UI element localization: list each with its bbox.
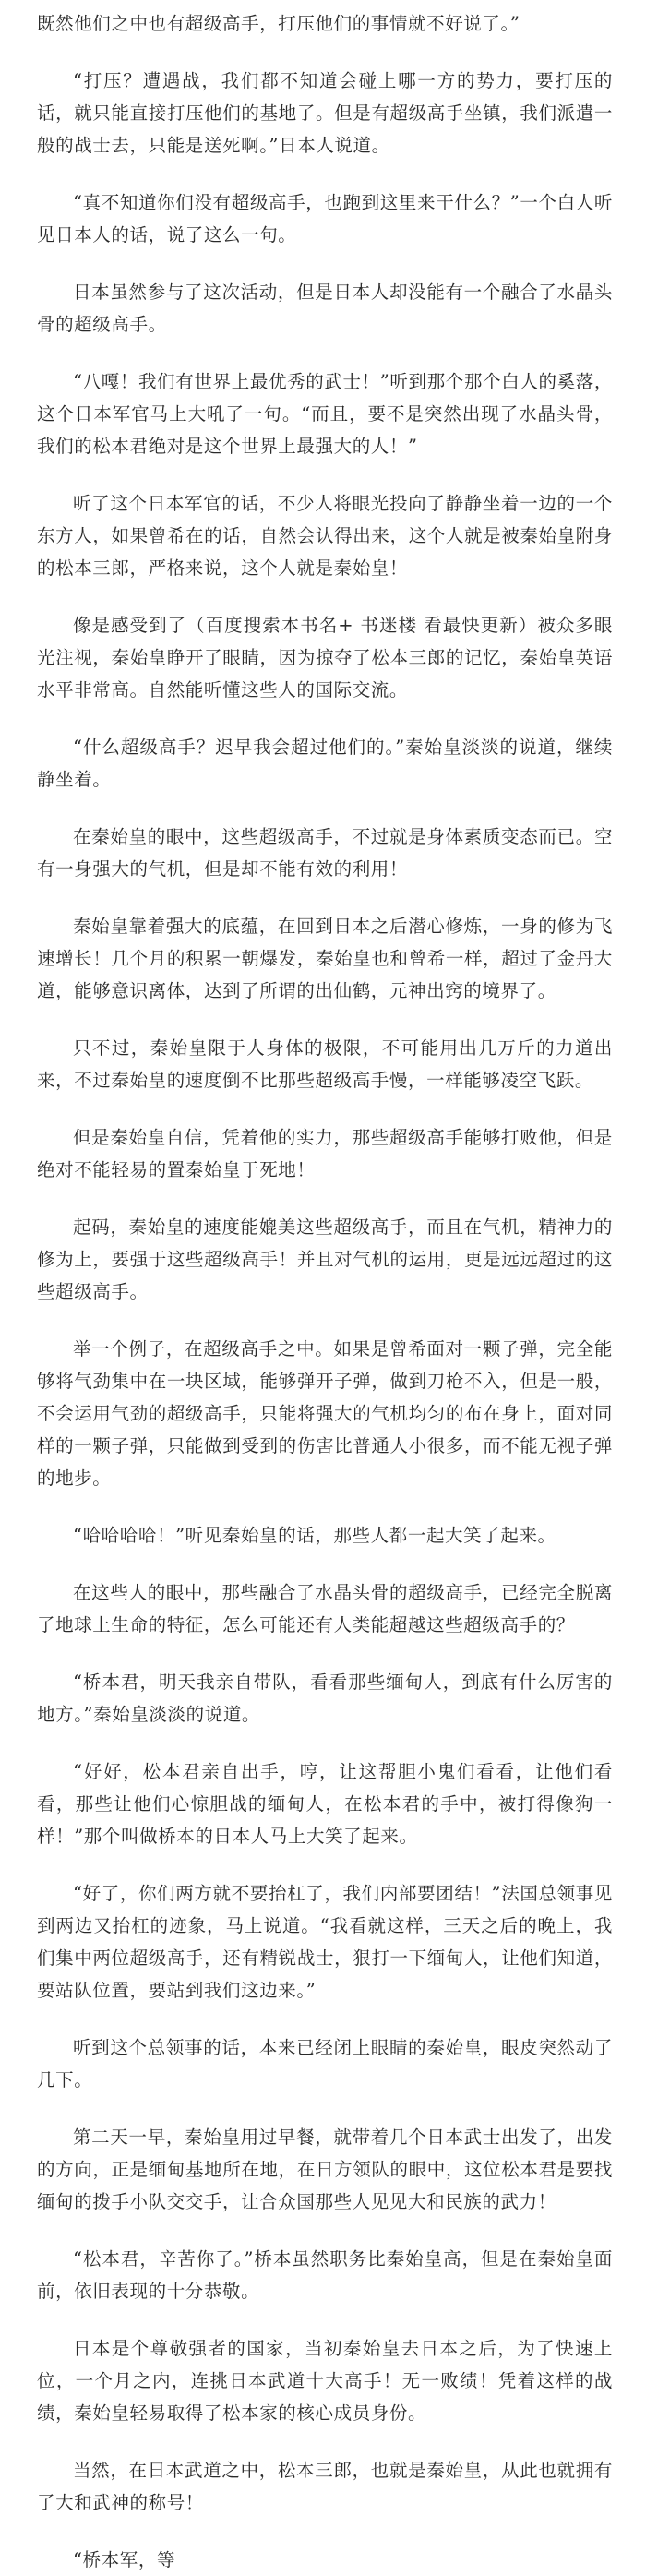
paragraph: 举一个例子，在超级高手之中。如果是曾希面对一颗子弹，完全能够将气劲集中在一块区域，能够弹开子弹，做到刀枪不入，但是一般，不会运用气劲的超级高手，只能将强大的气机均匀的布在身上，面对同样的一颗子弹，只能做到受到的伤害比普通人小很多，而不能无视子弹的地步。 [37, 1338, 613, 1489]
paragraph: “什么超级高手？迟早我会超过他们的。”秦始皇淡淡的说道，继续静坐着。 [37, 737, 613, 790]
paragraph: “松本君，辛苦你了。”桥本虽然职务比秦始皇高，但是在秦始皇面前，依旧表现的十分恭敬。 [37, 2248, 613, 2302]
paragraph: 听到这个总领事的话，本来已经闭上眼睛的秦始皇，眼皮突然动了几下。 [37, 2037, 613, 2091]
paragraph: 日本虽然参与了这次活动，但是日本人却没能有一个融合了水晶头骨的超级高手。 [37, 282, 613, 335]
paragraph: 听了这个日本军官的话，不少人将眼光投向了静静坐着一边的一个东方人，如果曾希在的话，自然会认得出来，这个人就是被秦始皇附身的松本三郎，严格来说，这个人就是秦始皇！ [37, 493, 613, 579]
paragraph: “桥本军，等 [73, 2549, 176, 2570]
paragraph: 日本是个尊敬强者的国家，当初秦始皇去日本之后，为了快速上位，一个月之内，连挑日本武道十大高手！无一败绩！凭着这样的战绩，秦始皇轻易取得了松本家的核心成员身份。 [37, 2338, 613, 2424]
paragraph: 在这些人的眼中，那些融合了水晶头骨的超级高手，已经完全脱离了地球上生命的特征，怎么可能还有人类能超越这些超级高手的？ [37, 1582, 613, 1635]
paragraph: 当然，在日本武道之中，松本三郎，也就是秦始皇，从此也就拥有了大和武神的称号！ [37, 2460, 613, 2513]
paragraph: “桥本君，明天我亲自带队，看看那些缅甸人，到底有什么厉害的地方。”秦始皇淡淡的说道。 [37, 1671, 613, 1725]
paragraph: “哈哈哈哈！”听见秦始皇的话，那些人都一起大笑了起来。 [73, 1525, 556, 1546]
paragraph: “真不知道你们没有超级高手，也跑到这里来干什么？”一个白人听见日本人的话，说了这么一句。 [37, 192, 613, 246]
paragraph: “打压？遭遇战，我们都不知道会碰上哪一方的势力，要打压的话，就只能直接打压他们的基地了。但是有超级高手坐镇，我们派遣一般的战士去，只能是送死啊。”日本人说道。 [37, 70, 613, 156]
paragraph: 只不过，秦始皇限于人身体的极限，不可能用出几万斤的力道出来，不过秦始皇的速度倒不比那些超级高手慢，一样能够凌空飞跃。 [37, 1037, 613, 1091]
paragraph: 秦始皇靠着强大的底蕴，在回到日本之后潜心修炼，一身的修为飞速增长！几个月的积累一朝爆发，秦始皇也和曾希一样，超过了金丹大道，能够意识离体，达到了所谓的出仙鹤，元神出窍的境界了。 [37, 916, 613, 1001]
paragraph: 在秦始皇的眼中，这些超级高手，不过就是身体素质变态而已。空有一身强大的气机，但是却不能有效的利用！ [37, 826, 613, 880]
paragraph: 起码，秦始皇的速度能媲美这些超级高手，而且在气机，精神力的修为上，要强于这些超级高手！并且对气机的运用，更是远远超过的这些超级高手。 [37, 1216, 613, 1302]
paragraph: 像是感受到了（百度搜索本书名+ 书迷楼 看最快更新）被众多眼光注视，秦始皇睁开了眼睛，因为掠夺了松本三郎的记忆，秦始皇英语水平非常高。自然能听懂这些人的国际交流。 [37, 615, 613, 701]
paragraph: 第二天一早，秦始皇用过早餐，就带着几个日本武士出发了，出发的方向，正是缅甸基地所在地，在日方领队的眼中，这位松本君是要找缅甸的拨手小队交交手，让合众国那些人见见大和民族的武力！ [37, 2127, 613, 2212]
paragraph: 既然他们之中也有超级高手，打压他们的事情就不好说了。” [37, 13, 520, 34]
paragraph: 但是秦始皇自信，凭着他的实力，那些超级高手能够打败他，但是绝对不能轻易的置秦始皇于死地！ [37, 1127, 613, 1180]
paragraph: “好好，松本君亲自出手，哼，让这帮胆小鬼们看看，让他们看看，那些让他们心惊胆战的缅甸人，在松本君的手中，被打得像狗一样！”那个叫做桥本的日本人马上大笑了起来。 [37, 1761, 613, 1847]
paragraph: “好了，你们两方就不要抬杠了，我们内部要团结！”法国总领事见到两边又抬杠的迹象，马上说道。“我看就这样，三天之后的晚上，我们集中两位超级高手，还有精锐战士，狠打一下缅甸人，让他们知道，要站队位置，要站到我们这边来。” [37, 1883, 613, 2001]
paragraph: “八嘎！我们有世界上最优秀的武士！”听到那个那个白人的奚落，这个日本军官马上大吼了一句。“而且，要不是突然出现了水晶头骨，我们的松本君绝对是这个世界上最强大的人！” [37, 371, 613, 457]
